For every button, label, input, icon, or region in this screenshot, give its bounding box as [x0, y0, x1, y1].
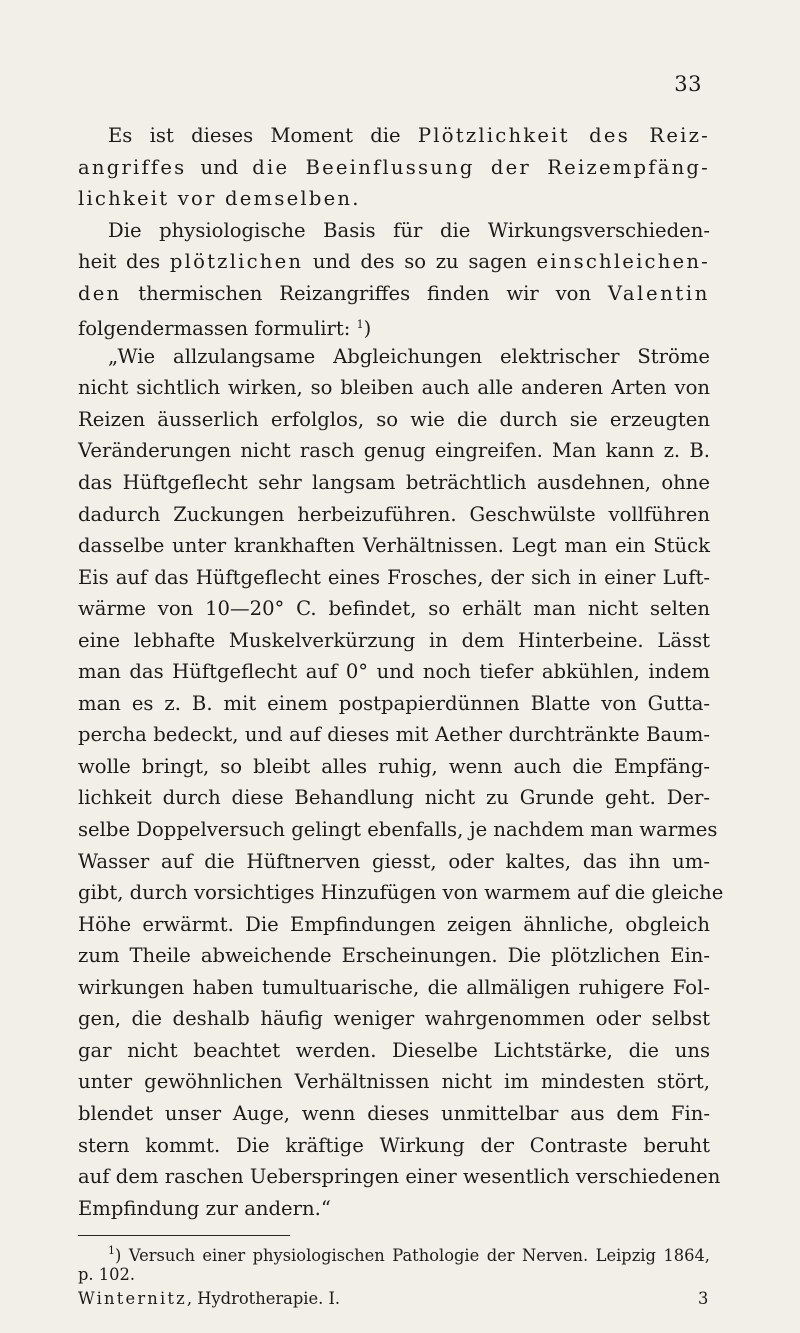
quote-block: [78, 341, 724, 1224]
footnote-rule: [78, 1235, 290, 1236]
footnote-text: $^1$) Versuch einer physiologischen Pathologie der Nerven. Leipzig 1864,: [108, 1244, 710, 1265]
quote-line: Reizen äusserlich erfolglos, so wie die durch sie erzeugten: [78, 407, 710, 431]
footnote-ref: 1: [356, 318, 364, 332]
text-line: Es ist dieses Moment die Plötzlichkeit des Reiz-: [108, 124, 710, 147]
quote-line: nicht sichtlich wirken, so bleiben auch alle anderen Arten von: [78, 376, 710, 400]
quote-line: lichkeit durch diese Behandlung nicht zu Grunde geht. Der-: [78, 786, 710, 810]
quote-line: dasselbe unter krankhaften Verhältnissen. Legt man ein Stück: [78, 534, 710, 558]
quote-line: selbe Doppelversuch gelingt ebenfalls, je nachdem man warmes: [78, 818, 718, 842]
text-line: heit des plötzlichen und des so zu sagen einschleichen-: [78, 250, 710, 274]
text-line: Die physiologische Basis für die Wirkungsverschieden-: [108, 218, 710, 242]
page-number: 33: [674, 72, 702, 96]
quote-line: gar nicht beachtet werden. Dieselbe Lichtstärke, die uns: [78, 1038, 710, 1062]
text-line: lichkeit vor demselben.: [78, 187, 361, 211]
quote-line: stern kommt. Die kräftige Wirkung der Contraste beruht: [78, 1133, 710, 1157]
quote-line: blendet unser Auge, wenn dieses unmittelbar aus dem Fin-: [78, 1101, 710, 1125]
quote-line: Höhe erwärmt. Die Empfindungen zeigen ähnliche, obgleich: [78, 912, 710, 936]
quote-line: wärme von 10—20° C. befindet, so erhält man nicht selten: [78, 597, 710, 621]
quote-line: Empfindung zur andern.“: [78, 1196, 331, 1220]
quote-line: man das Hüftgeflecht auf 0° und noch tiefer abkühlen, indem: [78, 660, 710, 684]
quote-line: Wasser auf die Hüftnerven giesst, oder kaltes, das ihn um-: [78, 849, 710, 873]
quote-line: percha bedeckt, und auf dieses mit Aether durchtränkte Baum-: [78, 723, 710, 747]
quote-line: Eis auf das Hüftgeflecht eines Frosches, der sich in einer Luft-: [78, 565, 710, 589]
quote-line: gen, die deshalb häufig weniger wahrgenommen oder selbst: [78, 1007, 710, 1031]
footnote-text-continued: p. 102.: [78, 1265, 136, 1284]
quote-line: Veränderungen nicht rasch genug eingreifen. Man kann z. B.: [78, 439, 710, 463]
text-line: den thermischen Reizangriffes finden wir von Valentin: [78, 281, 710, 305]
quote-line: zum Theile abweichende Erscheinungen. Die plötzlichen Ein-: [78, 944, 710, 968]
body-text: [78, 120, 724, 1224]
quote-line: wirkungen haben tumultuarische, die allmäligen ruhigere Fol-: [78, 975, 710, 999]
text-line: folgendermassen formulirt: $^1$): [78, 317, 372, 341]
quote-line: auf dem raschen Ueberspringen einer wesentlich verschiedenen: [78, 1165, 721, 1189]
quote-line: gibt, durch vorsichtiges Hinzufügen von warmem auf die gleiche: [78, 881, 724, 905]
quote-line: wolle bringt, so bleibt alles ruhig, wenn auch die Empfäng-: [78, 754, 710, 778]
quote-line: „Wie allzulangsame Abgleichungen elektrischer Ströme: [108, 344, 710, 368]
quote-line: das Hüftgeflecht sehr langsam beträchtlich ausdehnen, ohne: [78, 471, 710, 495]
quote-line: dadurch Zuckungen herbeizuführen. Geschwülste vollführen: [78, 502, 710, 526]
quote-line: eine lebhafte Muskelverkürzung in dem Hinterbeine. Lässt: [78, 628, 710, 652]
quote-line: man es z. B. mit einem postpapierdünnen Blatte von Gutta-: [78, 691, 710, 715]
text-line: angriffes und die Beeinflussung der Reizempfäng-: [78, 155, 710, 179]
sheet-number: 3: [698, 1289, 709, 1308]
sheet-signature: Winternitz, Hydrotherapie. I.: [78, 1289, 341, 1308]
quote-line: unter gewöhnlichen Verhältnissen nicht im mindesten stört,: [78, 1070, 710, 1094]
